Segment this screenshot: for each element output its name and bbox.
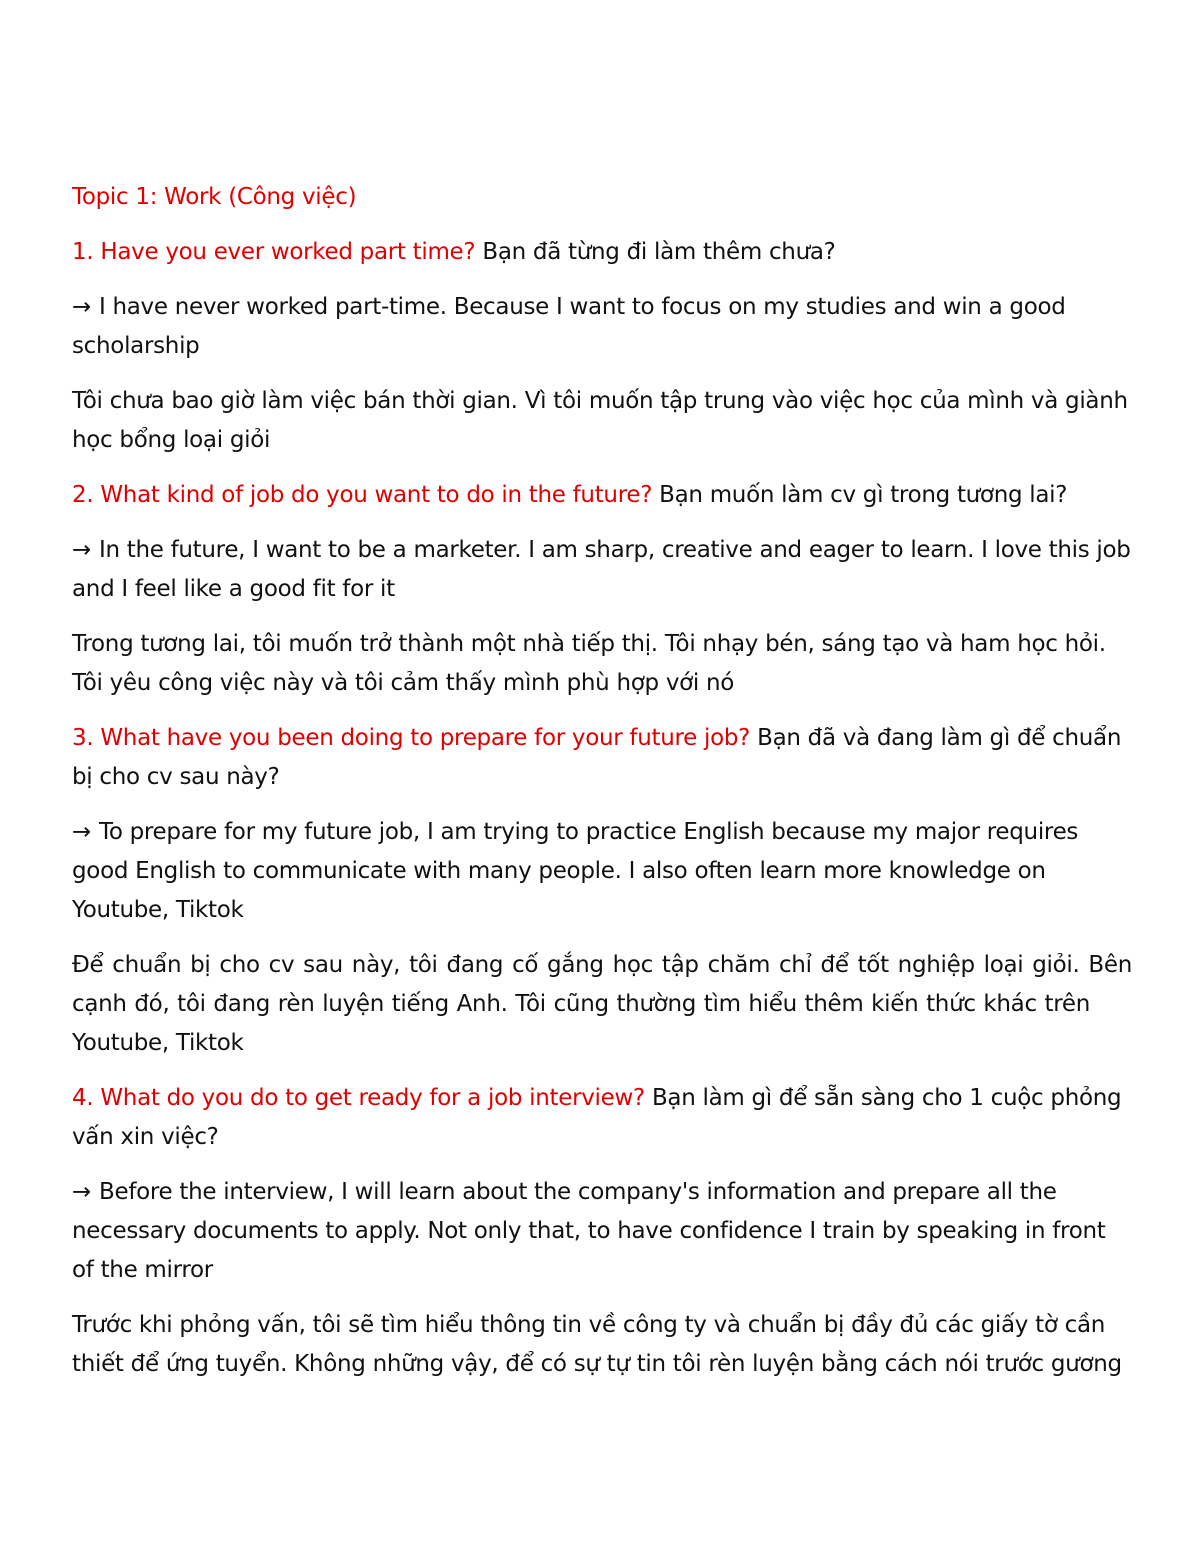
answer-2-en-text: In the future, I want to be a marketer. I am sharp, creative and eager to learn. I love this job and I feel like a good fit for it [72, 537, 1131, 602]
answer-1-vi: Tôi chưa bao giờ làm việc bán thời gian. Vì tôi muốn tập trung vào việc học của mình và giành học bổng loại giỏi [72, 388, 1128, 453]
answer-4-en-text: Before the interview, I will learn about the company's information and prepare all the necessary documents to apply. Not only that, to have confidence I train by speaking in front of the mirror [72, 1179, 1106, 1283]
question-4-en: 4. What do you do to get ready for a job interview? [72, 1085, 645, 1111]
question-2-vi: Bạn muốn làm cv gì trong tương lai? [659, 482, 1068, 508]
arrow-right-icon: → [72, 537, 91, 563]
question-3-en: 3. What have you been doing to prepare for your future job? [72, 725, 751, 751]
answer-2-en [72, 531, 1132, 609]
question-3-vi: Bạn đã và đang làm gì để chuẩn bị cho cv sau này? [72, 725, 1122, 790]
answer-3-vi-part2: Youtube, Tiktok [72, 1030, 244, 1056]
question-1-en: 1. Have you ever worked part time? [72, 239, 476, 265]
answer-3-vi [72, 946, 1132, 1063]
arrow-right-icon: → [72, 1179, 91, 1205]
arrow-right-icon: → [72, 294, 91, 320]
document-page [72, 178, 1132, 1400]
question-1 [72, 233, 1132, 272]
answer-3-en-text: To prepare for my future job, I am trying to practice English because my major requires good English to communicate with many people. I also often learn more knowledge on Youtube, Tiktok [72, 819, 1079, 923]
question-4 [72, 1079, 1132, 1157]
answer-4-en [72, 1173, 1132, 1290]
answer-3-en [72, 813, 1132, 930]
question-2-en: 2. What kind of job do you want to do in the future? [72, 482, 653, 508]
answer-3-vi-part1: Để chuẩn bị cho cv sau này, tôi đang cố gắng học tập chăm chỉ để tốt nghiệp loại giỏi. Bên cạnh đó, tôi đang rèn luyện tiếng Anh. Tôi cũng thường tìm hiểu thêm kiến thức khác trên [72, 952, 1132, 1017]
answer-2-vi: Trong tương lai, tôi muốn trở thành một nhà tiếp thị. Tôi nhạy bén, sáng tạo và ham học hỏi. Tôi yêu công việc này và tôi cảm thấy mình phù hợp với nó [72, 631, 1106, 696]
arrow-right-icon: → [72, 819, 91, 845]
question-3 [72, 719, 1132, 797]
question-2 [72, 476, 1132, 515]
question-1-vi: Bạn đã từng đi làm thêm chưa? [482, 239, 836, 265]
question-4-vi: Bạn làm gì để sẵn sàng cho 1 cuộc phỏng vấn xin việc? [72, 1085, 1122, 1150]
answer-1-en-text: I have never worked part-time. Because I want to focus on my studies and win a good scholarship [72, 294, 1066, 359]
answer-4-vi: Trước khi phỏng vấn, tôi sẽ tìm hiểu thông tin về công ty và chuẩn bị đầy đủ các giấy tờ cần thiết để ứng tuyển. Không những vậy, để có sự tự tin tôi rèn luyện bằng cách nói trước gương [72, 1312, 1122, 1377]
topic-heading: Topic 1: Work (Công việc) [72, 184, 357, 210]
answer-1-en [72, 288, 1132, 366]
